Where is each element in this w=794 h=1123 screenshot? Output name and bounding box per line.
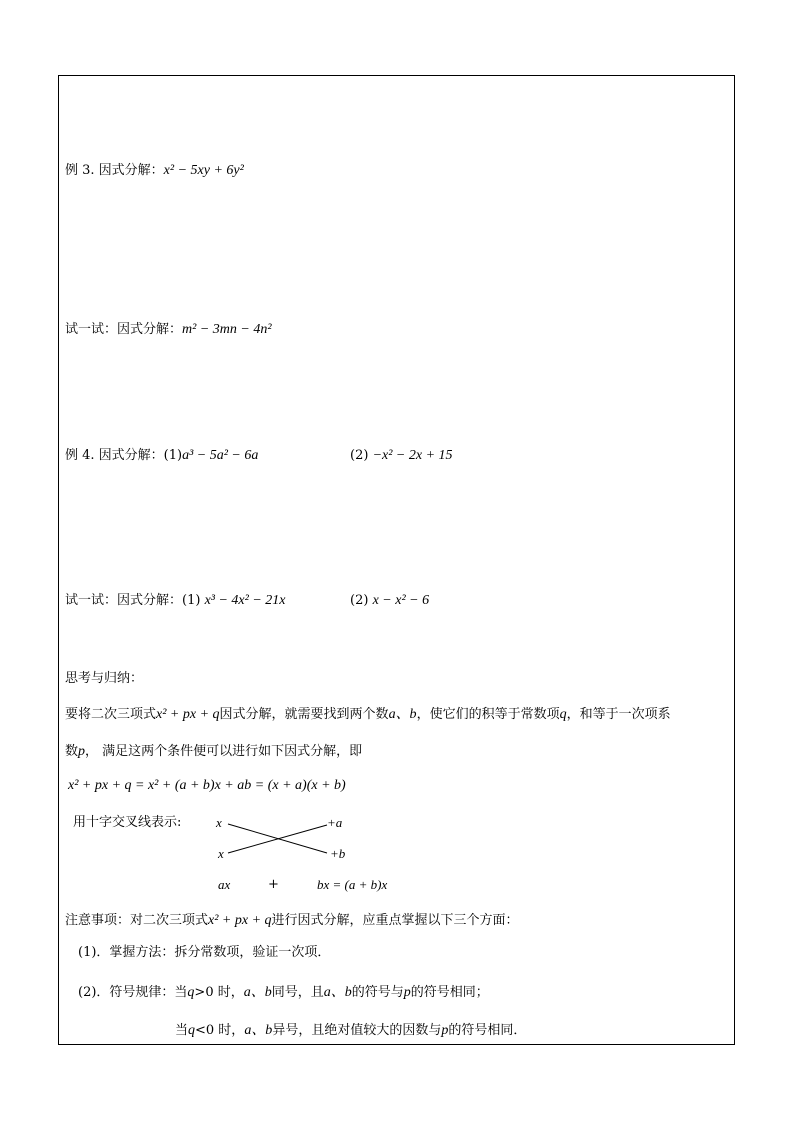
- notes-item-1: (1)．掌握方法：拆分常数项，验证一次项．: [78, 945, 331, 960]
- summary-title: 思考与归纳：: [65, 671, 144, 686]
- example-4-part1-prefix: (1): [163, 448, 183, 463]
- cross-right-top: +a: [327, 815, 343, 830]
- try-it-1-label: 试一试：因式分解：: [65, 322, 183, 337]
- try-it-2-part2-prefix: (2): [350, 593, 369, 608]
- cross-right-bottom: +b: [330, 846, 346, 861]
- notes-text: 注意事项：对二次三项式: [65, 913, 209, 928]
- summary-text: ，使它们的积等于常数项: [416, 707, 560, 722]
- try-it-2-part1-expression: x³ − 4x² − 21x: [204, 593, 286, 608]
- trinomial-expression: x² + px + q: [208, 913, 272, 928]
- try-it-2-part1-prefix: (1): [182, 593, 201, 608]
- example-4-label: 例 4. 因式分解：: [65, 448, 164, 463]
- summary-text: ， 满足这两个条件便可以进行如下因式分解，即: [85, 744, 363, 759]
- summary-text: 要将二次三项式: [65, 707, 157, 722]
- notes-item-3: [175, 1022, 526, 1040]
- variables-ab: a、b: [244, 1023, 273, 1038]
- formula-expression: x² + px + q = x² + (a + b)x + ab = (x + a)(x + b): [68, 778, 346, 793]
- try-it-2-label: 试一试：因式分解：: [65, 593, 183, 608]
- summary-text: ，和等于一次项系: [566, 707, 671, 722]
- trinomial-expression: x² + px + q: [156, 707, 220, 722]
- cross-left-bottom: x: [218, 846, 224, 861]
- notes-text: (2)．符号规律：当: [78, 985, 188, 1000]
- notes-text: 当: [175, 1023, 189, 1038]
- summary-text: 因式分解，就需要找到两个数: [219, 707, 389, 722]
- example-4-part2-expression: −x² − 2x + 15: [372, 448, 453, 463]
- example-4-part2-prefix: (2): [350, 448, 369, 463]
- notes-text: >0 时，: [194, 985, 244, 1000]
- notes-text: 异号，且绝对值较大的因数与: [272, 1023, 442, 1038]
- try-it-2-part2-expression: x − x² − 6: [372, 593, 430, 608]
- try-it-1-expression: m² − 3mn − 4n²: [182, 322, 272, 337]
- cross-label: 用十字交叉线表示:: [73, 815, 182, 830]
- notes-text: 的符号相同．: [448, 1023, 527, 1038]
- notes-item-2: [78, 984, 489, 1002]
- variable-p: p: [403, 985, 411, 1000]
- notes-intro: [65, 912, 519, 930]
- cross-left-top: x: [216, 815, 222, 830]
- variable-q: q: [187, 985, 195, 1000]
- variable-q: q: [188, 1023, 196, 1038]
- example-3-label: 例 3. 因式分解：: [65, 163, 164, 178]
- notes-text: 同号，且: [271, 985, 324, 1000]
- variable-p: p: [441, 1023, 449, 1038]
- variables-ab: a、b: [243, 985, 272, 1000]
- cross-sum-plus: +: [268, 877, 279, 892]
- variables-ab: a、b: [388, 707, 417, 722]
- example-4-part1-expression: a³ − 5a² − 6a: [182, 448, 259, 463]
- cross-sum-left: ax: [218, 877, 231, 892]
- variables-ab: a、b: [323, 985, 352, 1000]
- cross-sum-right: bx = (a + b)x: [317, 877, 388, 892]
- variable-q: q: [559, 707, 567, 722]
- notes-text: <0 时，: [195, 1023, 245, 1038]
- notes-text: 的符号相同；: [410, 985, 489, 1000]
- summary-text: 数: [65, 744, 79, 759]
- notes-text: 的符号与: [351, 985, 404, 1000]
- example-3-expression: x² − 5xy + 6y²: [163, 163, 244, 178]
- notes-text: 进行因式分解，应重点掌握以下三个方面：: [271, 913, 519, 928]
- variable-p: p: [78, 744, 86, 759]
